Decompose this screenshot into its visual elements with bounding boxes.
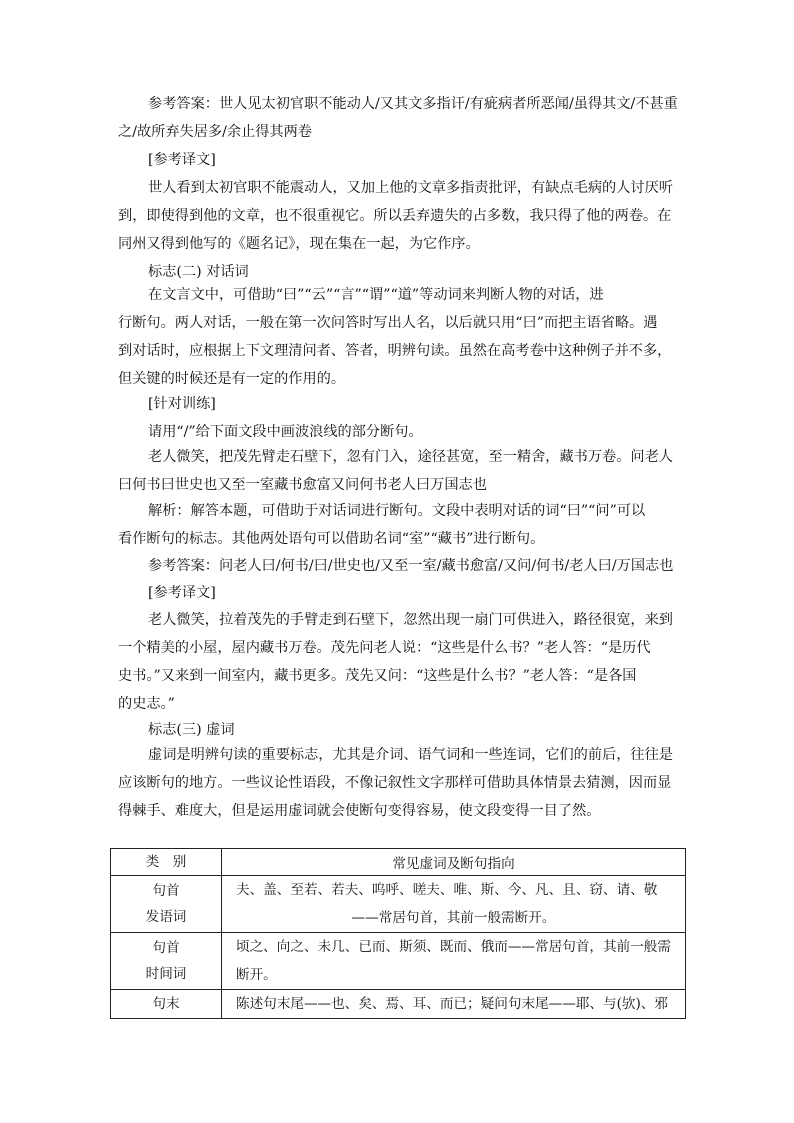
section-3-line-2: 应该断句的地方。一些议论性语段，不像记叙性文字那样可借助具体情景去猜测，因而显: [118, 775, 672, 791]
description-line-2: ——常居句首，其前一般需断开。: [351, 910, 556, 926]
table-cell-description: [222, 876, 686, 933]
section-3-line-1: 虚词是明辨句读的重要标志，尤其是介词、语气词和一些连词，它们的前后，往往是: [148, 747, 673, 763]
answer-1-line-2: 之/故所弃失居多/余止得其两卷: [118, 124, 312, 140]
translation-2-paragraph: [118, 606, 678, 718]
table-cell-description: [222, 990, 686, 1019]
translation-1-line-1: 世人看到太初官职不能震动人，又加上他的文章多指责批评，有缺点毛病的人讨厌听: [148, 180, 673, 196]
section-3-heading: 标志(三) 虚词: [148, 722, 235, 738]
exercise-text-line-1: 老人微笑，把茂先臂走石壁下，忽有门入，途径甚宽，至一精舍，藏书万卷。问老人: [148, 449, 673, 465]
translation-1-line-3: 同州又得到他写的《题名记》，现在集在一起，为它作序。: [118, 236, 480, 252]
translation-1-paragraph: [118, 174, 678, 258]
category-line-1: 句首: [152, 940, 180, 956]
section-2-paragraph: [118, 281, 678, 393]
answer-paragraph-1: [118, 90, 678, 146]
description-line-1: 陈述句末尾——也、矣、焉、耳、而已；疑问句末尾——耶、与(欤)、邪: [236, 996, 669, 1012]
description-line-1: 夫、盖、至若、若夫、呜呼、嗟夫、唯、斯、今、凡、且、窃、请、敬: [236, 882, 658, 898]
category-line-2: 发语词: [145, 909, 187, 925]
table-row: [111, 933, 686, 990]
table-header-row: [111, 849, 686, 876]
exercise-text-line-2: 曰何书曰世史也又至一室藏书愈富又问何书老人曰万国志也: [118, 477, 487, 493]
section-2-line-3: 到对话时，应根据上下文理清问者、答者，明辨句读。虽然在高考卷中这种例子并不多，: [118, 343, 672, 359]
translation-1-heading: [参考译文]: [148, 152, 216, 168]
table-row: [111, 990, 686, 1019]
translation-1-line-2: 到，即使得到他的文章，也不很重视它。所以丢弃遗失的占多数，我只得了他的两卷。在: [118, 208, 672, 224]
table-cell-description: [222, 933, 686, 990]
category-line-1: 句末: [152, 996, 180, 1012]
translation-2-line-1: 老人微笑，拉着茂先的手臂走到石壁下，忽然出现一扇门可供进入，路径很宽，来到: [148, 612, 673, 628]
analysis-paragraph: [118, 497, 678, 553]
answer-1-line-1: 参考答案：世人见太初官职不能动人/又其文多指讦/有疵病者所恶闻/虽得其文/不甚重: [148, 96, 678, 112]
translation-2-line-2: 一个精美的小屋，屋内藏书万卷。茂先问老人说：“这些是什么书？”老人答：“是历代: [118, 640, 651, 656]
section-3-line-3: 得棘手、难度大，但是运用虚词就会使断句变得容易，使文段变得一目了然。: [118, 803, 601, 819]
section-2-heading: 标志(二) 对话词: [148, 264, 249, 280]
table-cell-category: [111, 990, 222, 1019]
table-cell-category: [111, 933, 222, 990]
table-row: [111, 876, 686, 933]
analysis-line-1: 解析：解答本题，可借助于对话词进行断句。文段中表明对话的词“曰”“问”可以: [148, 503, 646, 519]
exercise-heading: [针对训练]: [148, 396, 216, 412]
translation-2-line-3: 史书。”又来到一间室内，藏书更多。茂先又问：“这些是什么书？”老人答：“是各国: [118, 668, 637, 684]
exercise-instruction: 请用“/”给下面文段中画波浪线的部分断句。: [148, 424, 423, 440]
function-words-table: [110, 848, 686, 1019]
description-line-2: 断开。: [236, 967, 277, 983]
translation-2-line-4: 的史志。”: [118, 696, 175, 712]
section-2-line-4: 但关键的时候还是有一定的作用的。: [118, 371, 346, 387]
section-2-line-2: 行断句。两人对话，一般在第一次问答时写出人名，以后就只用“曰”而把主语省略。遇: [118, 315, 658, 331]
table-header-description: 常见虚词及断句指向: [222, 849, 686, 876]
analysis-line-2: 看作断句的标志。其他两处语句可以借助名词“室”“藏书”进行断句。: [118, 531, 545, 547]
category-line-2: 时间词: [145, 966, 187, 982]
translation-2-heading: [参考译文]: [148, 585, 216, 601]
exercise-text: [118, 443, 678, 499]
description-line-1: 顷之、向之、未几、已而、斯须、既而、俄而——常居句首，其前一般需: [236, 939, 671, 955]
section-3-paragraph: [118, 741, 678, 825]
category-line-1: 句首: [152, 883, 180, 899]
answer-2: 参考答案：问老人曰/何书/曰/世史也/又至一室/藏书愈富/又问/何书/老人曰/万国志也: [148, 558, 674, 574]
table-header-category: 类 别: [111, 849, 222, 876]
table-cell-category: [111, 876, 222, 933]
section-2-line-1: 在文言文中，可借助“曰”“云”“言”“谓”“道”等动词来判断人物的对话，进: [148, 287, 604, 303]
